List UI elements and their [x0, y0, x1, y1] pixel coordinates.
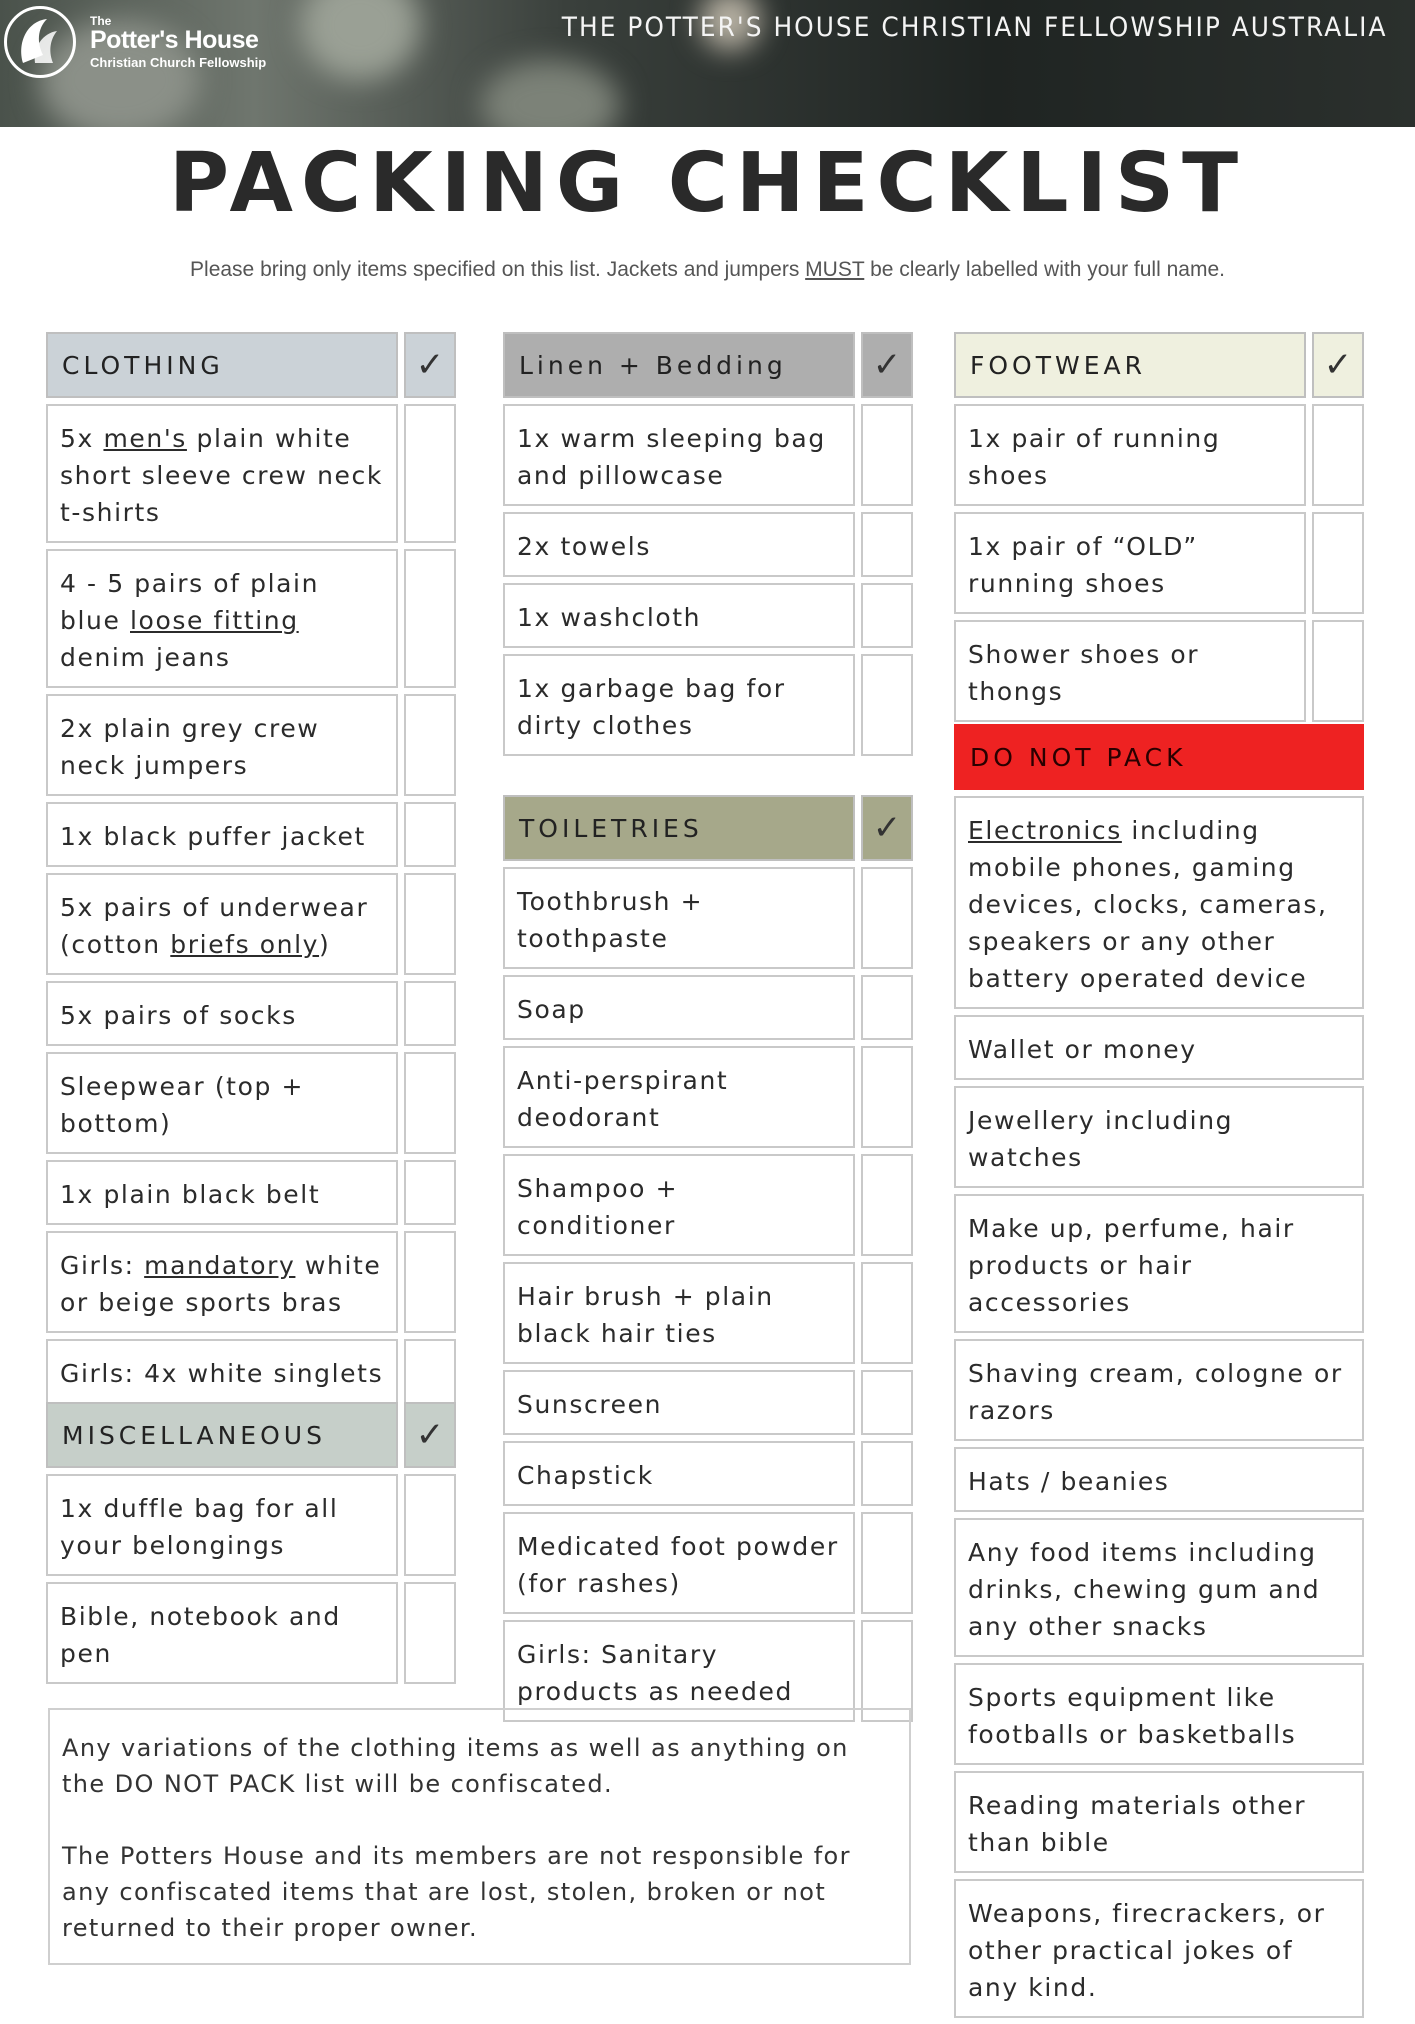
section-check-cell	[404, 1402, 456, 1468]
checklist-row	[503, 1512, 913, 1614]
checklist-row	[503, 975, 913, 1040]
section-title: Linen + Bedding	[503, 332, 855, 398]
column-left-lower	[46, 1402, 456, 1690]
checklist-item-text: Anti-perspirant deodorant	[503, 1046, 855, 1148]
section-linen-bedding	[503, 332, 913, 756]
section-check-cell	[1312, 332, 1364, 398]
checkbox[interactable]	[404, 1160, 456, 1225]
column-right	[954, 332, 1364, 728]
checkbox[interactable]	[861, 404, 913, 506]
checklist-item-text: Soap	[503, 975, 855, 1040]
checkbox[interactable]	[861, 975, 913, 1040]
checklist-item-text: 2x towels	[503, 512, 855, 577]
section-header	[954, 724, 1364, 790]
notice-paragraph-2: The Potters House and its members are not responsible for any confiscated items that are lost, stolen, broken or not returned to their proper owner.	[62, 1842, 851, 1942]
checklist-row	[503, 1441, 913, 1506]
logo-line-3: Christian Church Fellowship	[90, 55, 267, 70]
checklist-row	[503, 1620, 913, 1722]
checklist-row	[503, 1046, 913, 1148]
checklist-row	[954, 1339, 1364, 1441]
checkmark-icon: ✓	[415, 1415, 445, 1455]
checkbox[interactable]	[861, 583, 913, 648]
checklist-row	[46, 1474, 456, 1576]
checklist-row	[954, 1086, 1364, 1188]
checklist-row	[503, 654, 913, 756]
checklist-item-text: Sports equipment like footballs or basketballs	[954, 1663, 1364, 1765]
checklist-item-text: Shower shoes or thongs	[954, 620, 1306, 722]
checkbox[interactable]	[861, 867, 913, 969]
checkbox[interactable]	[404, 549, 456, 688]
checklist-item-text: Chapstick	[503, 1441, 855, 1506]
checklist-item-text: Toothbrush + toothpaste	[503, 867, 855, 969]
checkmark-icon: ✓	[1323, 345, 1353, 385]
checklist-row	[503, 404, 913, 506]
notice-paragraph-1: Any variations of the clothing items as well as anything on the DO NOT PACK list will be confiscated.	[62, 1734, 849, 1798]
checklist-row	[46, 1582, 456, 1684]
checkbox[interactable]	[861, 1370, 913, 1435]
organisation-title: THE POTTER'S HOUSE CHRISTIAN FELLOWSHIP AUSTRALIA	[561, 12, 1387, 43]
section-header	[46, 1402, 456, 1468]
section-title: FOOTWEAR	[954, 332, 1306, 398]
column-middle	[503, 332, 913, 762]
checkmark-icon: ✓	[415, 345, 445, 385]
checklist-item-text: 1x plain black belt	[46, 1160, 398, 1225]
section-title: CLOTHING	[46, 332, 398, 398]
checklist-row	[954, 1879, 1364, 2018]
section-toiletries	[503, 795, 913, 1722]
checklist-item-text: 1x duffle bag for all your belongings	[46, 1474, 398, 1576]
checkmark-icon: ✓	[872, 808, 902, 848]
checklist-item-text: 1x pair of “OLD” running shoes	[954, 512, 1306, 614]
intro-text: Please bring only items specified on this list. Jackets and jumpers MUST be clearly labelled with your full name.	[190, 258, 1225, 281]
checklist-item-text: 1x black puffer jacket	[46, 802, 398, 867]
section-check-cell	[404, 332, 456, 398]
checklist-item-text: Medicated foot powder (for rashes)	[503, 1512, 855, 1614]
section-header	[954, 332, 1364, 398]
checklist-item-text: Bible, notebook and pen	[46, 1582, 398, 1684]
checklist-item-text: Sunscreen	[503, 1370, 855, 1435]
logo-line-2: Potter's House	[90, 26, 259, 54]
checkbox[interactable]	[861, 1512, 913, 1614]
checklist-item-text: Reading materials other than bible	[954, 1771, 1364, 1873]
checkbox[interactable]	[404, 1339, 456, 1404]
section-title: DO NOT PACK	[954, 724, 1364, 790]
checkbox[interactable]	[861, 1620, 913, 1722]
checklist-item-text: Hats / beanies	[954, 1447, 1364, 1512]
section-header	[503, 332, 913, 398]
checklist-row	[503, 1262, 913, 1364]
checkbox[interactable]	[404, 873, 456, 975]
checklist-row	[503, 1370, 913, 1435]
checklist-row	[46, 1052, 456, 1154]
section-title: TOILETRIES	[503, 795, 855, 861]
checkbox[interactable]	[861, 1441, 913, 1506]
checklist-item-text: Sleepwear (top + bottom)	[46, 1052, 398, 1154]
checkbox[interactable]	[404, 981, 456, 1046]
checkbox[interactable]	[404, 1474, 456, 1576]
section-clothing	[46, 332, 456, 1404]
checklist-row	[503, 1154, 913, 1256]
checklist-item-text: Any food items including drinks, chewing gum and any other snacks	[954, 1518, 1364, 1657]
checkbox[interactable]	[861, 1046, 913, 1148]
checklist-item-text: Make up, perfume, hair products or hair accessories	[954, 1194, 1364, 1333]
checklist-row	[46, 1339, 456, 1404]
checkbox[interactable]	[861, 1154, 913, 1256]
checklist-row	[46, 802, 456, 867]
checkbox[interactable]	[861, 512, 913, 577]
checklist-item-text: 1x pair of running shoes	[954, 404, 1306, 506]
checklist-item-text: Hair brush + plain black hair ties	[503, 1262, 855, 1364]
checkbox[interactable]	[1312, 404, 1364, 506]
confiscation-notice	[48, 1708, 911, 1965]
checkbox[interactable]	[404, 1231, 456, 1333]
checkbox[interactable]	[404, 1582, 456, 1684]
checklist-row	[46, 549, 456, 688]
page-title: PACKING CHECKLIST	[168, 136, 1247, 231]
checklist-item-text: 2x plain grey crew neck jumpers	[46, 694, 398, 796]
section-check-cell	[861, 332, 913, 398]
checklist-row	[954, 796, 1364, 1009]
section-footwear	[954, 332, 1364, 722]
checklist-row	[46, 694, 456, 796]
checklist-item-text: Jewellery including watches	[954, 1086, 1364, 1188]
checklist-row	[46, 873, 456, 975]
checklist-row	[46, 1231, 456, 1333]
checklist-row	[954, 1194, 1364, 1333]
checklist-item-text: Shampoo + conditioner	[503, 1154, 855, 1256]
section-check-cell	[861, 795, 913, 861]
section-title: MISCELLANEOUS	[46, 1402, 398, 1468]
checkbox[interactable]	[1312, 512, 1364, 614]
checklist-row	[954, 1663, 1364, 1765]
checklist-row	[46, 981, 456, 1046]
checklist-item-text: 5x pairs of underwear (cotton briefs only)	[46, 873, 398, 975]
checkbox[interactable]	[404, 694, 456, 796]
checklist-row	[954, 620, 1364, 722]
checklist-row	[503, 867, 913, 969]
logo-emblem	[4, 6, 76, 78]
column-right-lower	[954, 724, 1364, 2024]
checklist-item-text: 5x pairs of socks	[46, 981, 398, 1046]
section-miscellaneous	[46, 1402, 456, 1684]
church-logo	[4, 6, 266, 78]
checkbox[interactable]	[404, 1052, 456, 1154]
checkbox[interactable]	[861, 1262, 913, 1364]
checklist-row	[954, 1771, 1364, 1873]
checklist-item-text: Wallet or money	[954, 1015, 1364, 1080]
checklist-item-text: 4 - 5 pairs of plain blue loose fitting denim jeans	[46, 549, 398, 688]
checkbox[interactable]	[1312, 620, 1364, 722]
checklist-item-text: Electronics including mobile phones, gaming devices, clocks, cameras, speakers or any other battery operated device	[954, 796, 1364, 1009]
checklist-row	[46, 1160, 456, 1225]
checklist-row	[954, 404, 1364, 506]
checklist-row	[954, 1447, 1364, 1512]
checklist-item-text: Girls: 4x white singlets	[46, 1339, 398, 1404]
checklist-item-text: 5x men's plain white short sleeve crew neck t-shirts	[46, 404, 398, 543]
checklist-row	[954, 1015, 1364, 1080]
checklist-item-text: Shaving cream, cologne or razors	[954, 1339, 1364, 1441]
checklist-item-text: 1x garbage bag for dirty clothes	[503, 654, 855, 756]
checklist-item-text: Girls: Sanitary products as needed	[503, 1620, 855, 1722]
checklist-row	[503, 512, 913, 577]
checkbox[interactable]	[404, 802, 456, 867]
checklist-item-text: 1x washcloth	[503, 583, 855, 648]
logo-line-1: The	[90, 14, 112, 28]
column-left	[46, 332, 456, 1410]
column-middle-lower	[503, 795, 913, 1728]
section-header	[503, 795, 913, 861]
header-banner	[0, 0, 1415, 127]
checkbox[interactable]	[861, 654, 913, 756]
section-do-not-pack	[954, 724, 1364, 2018]
checklist-item-text: Girls: mandatory white or beige sports bras	[46, 1231, 398, 1333]
checklist-item-text: 1x warm sleeping bag and pillowcase	[503, 404, 855, 506]
checkbox[interactable]	[404, 404, 456, 543]
checklist-item-text: Weapons, firecrackers, or other practical jokes of any kind.	[954, 1879, 1364, 2018]
checklist-row	[46, 404, 456, 543]
section-header	[46, 332, 456, 398]
checkmark-icon: ✓	[872, 345, 902, 385]
checklist-row	[954, 1518, 1364, 1657]
checklist-row	[503, 583, 913, 648]
checklist-row	[954, 512, 1364, 614]
